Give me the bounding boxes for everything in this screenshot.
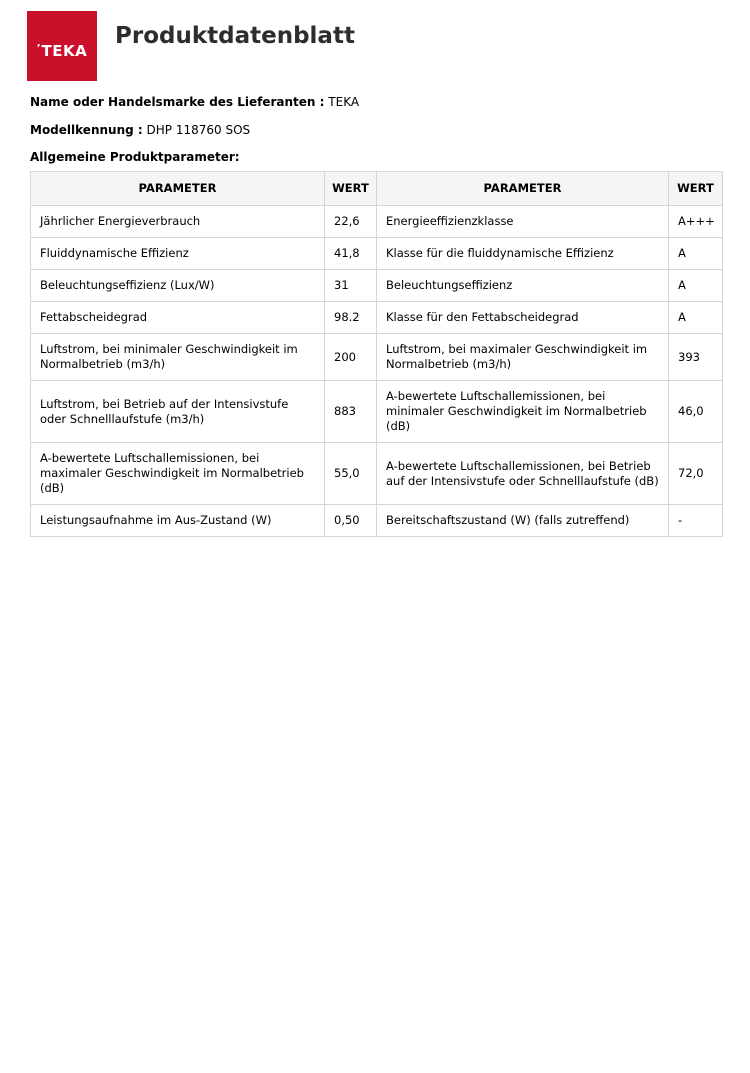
table-cell-wert: 55,0 [325,443,377,505]
table-cell-parameter: Energieeffizienzklasse [377,206,669,238]
table-cell-wert: 41,8 [325,238,377,270]
product-parameters-table [30,171,723,537]
table-cell-wert: 72,0 [669,443,723,505]
table-row [31,381,723,443]
model-label: Modellkennung : [30,123,143,137]
table-cell-parameter: Beleuchtungseffizienz [377,270,669,302]
table-cell-wert: 883 [325,381,377,443]
table-cell-parameter: A-bewertete Luftschallemissionen, bei minimaler Geschwindigkeit im Normalbetrieb (dB) [377,381,669,443]
table-cell-parameter: Fluiddynamische Effizienz [31,238,325,270]
table-cell-parameter: Jährlicher Energieverbrauch [31,206,325,238]
table-row [31,206,723,238]
table-cell-wert: 22,6 [325,206,377,238]
table-cell-wert: A [669,270,723,302]
table-cell-parameter: Klasse für den Fettabscheidegrad [377,302,669,334]
table-cell-wert: A [669,302,723,334]
table-cell-wert: 98.2 [325,302,377,334]
table-head [31,172,723,206]
section-heading [30,150,240,164]
supplier-field [30,95,359,109]
table-cell-wert: 0,50 [325,505,377,537]
logo-tick-icon: ’ [36,42,41,54]
table-row [31,238,723,270]
table-header-cell: PARAMETER [377,172,669,206]
table-header-row [31,172,723,206]
table-row [31,334,723,381]
model-value: DHP 118760 SOS [146,123,251,137]
section-heading-label: Allgemeine Produktparameter: [30,150,240,164]
logo-text: TEKA [41,41,88,60]
teka-logo [27,11,97,81]
table-cell-wert: 393 [669,334,723,381]
table-cell-wert: 46,0 [669,381,723,443]
table-cell-wert: A [669,238,723,270]
table-header-cell: WERT [325,172,377,206]
table-cell-parameter: Luftstrom, bei Betrieb auf der Intensivstufe oder Schnelllaufstufe (m3/h) [31,381,325,443]
table-cell-parameter: Luftstrom, bei minimaler Geschwindigkeit im Normalbetrieb (m3/h) [31,334,325,381]
supplier-label: Name oder Handelsmarke des Lieferanten : [30,95,325,109]
table-row [31,505,723,537]
supplier-value: TEKA [328,95,360,109]
page-title: Produktdatenblatt [115,23,355,49]
table-cell-wert: 200 [325,334,377,381]
table-row [31,443,723,505]
table-cell-parameter: Luftstrom, bei maximaler Geschwindigkeit im Normalbetrieb (m3/h) [377,334,669,381]
table-row [31,302,723,334]
table-cell-parameter: A-bewertete Luftschallemissionen, bei maximaler Geschwindigkeit im Normalbetrieb (dB) [31,443,325,505]
table-header-cell: PARAMETER [31,172,325,206]
table-cell-parameter: A-bewertete Luftschallemissionen, bei Betrieb auf der Intensivstufe oder Schnelllaufstufe (dB) [377,443,669,505]
table-cell-wert: 31 [325,270,377,302]
table-header-cell: WERT [669,172,723,206]
teka-logo-wordmark [36,41,88,60]
table-row [31,270,723,302]
table-cell-parameter: Leistungsaufnahme im Aus-Zustand (W) [31,505,325,537]
table-cell-wert: - [669,505,723,537]
table-cell-parameter: Beleuchtungseffizienz (Lux/W) [31,270,325,302]
model-field [30,123,250,137]
table-body [31,206,723,537]
table-cell-parameter: Bereitschaftszustand (W) (falls zutreffend) [377,505,669,537]
table-cell-parameter: Fettabscheidegrad [31,302,325,334]
table-cell-wert: A+++ [669,206,723,238]
table-cell-parameter: Klasse für die fluiddynamische Effizienz [377,238,669,270]
